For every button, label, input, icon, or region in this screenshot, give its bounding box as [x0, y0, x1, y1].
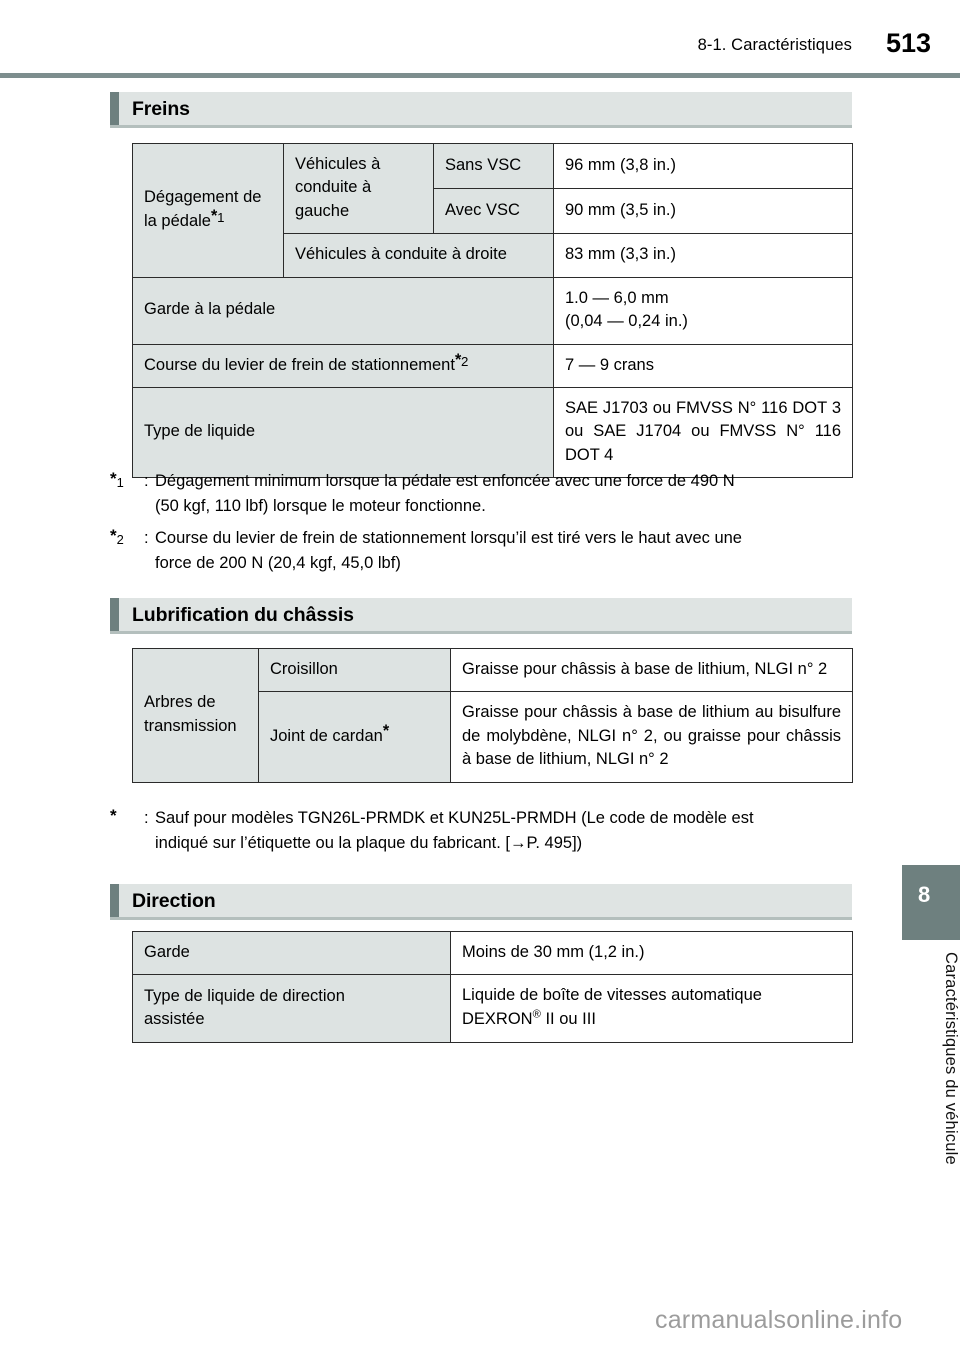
cell-course-levier-frein — [133, 344, 554, 387]
section-accent-bar — [110, 598, 119, 631]
footnote-3 — [110, 803, 855, 856]
side-tab-chapter-label: Caractéristiques du véhicule — [942, 952, 960, 1165]
side-tab-chapter-number: 8 — [918, 882, 931, 907]
section-header-lubrification — [110, 598, 852, 631]
section-title-lubrification: Lubrification du châssis — [132, 604, 354, 626]
footnote-2 — [110, 523, 855, 576]
section-header-freins — [110, 92, 852, 125]
cell-garde: Garde — [133, 932, 451, 975]
table-row — [133, 387, 853, 477]
footnote-3-line-1: Sauf pour modèles TGN26L-PRMDK et KUN25L-PRMDH (Le code de modèle est — [155, 809, 754, 827]
section-accent-bar — [110, 884, 119, 917]
footnote-1-marker — [110, 466, 144, 492]
dexron-label: DEXRON — [462, 1010, 533, 1029]
footnote-1-line-1: Dégagement minimum lorsque la pédale est enfoncée avec une force de 490 N — [155, 472, 735, 490]
footnote-2-marker — [110, 523, 144, 549]
cell-value-garde: Moins de 30 mm (1,2 in.) — [451, 932, 853, 975]
label-line-1: Arbres de — [144, 693, 216, 712]
footnote-marker-asterisk: * — [382, 721, 389, 740]
label-line-2: transmission — [144, 716, 237, 735]
footnote-2-line-2: force de 200 N (20,4 kgf, 45,0 lbf) — [155, 554, 401, 573]
cell-value-conduite-droite: 83 mm (3,3 in.) — [554, 234, 853, 277]
cell-value-type-liquide-direction — [451, 975, 853, 1042]
site-watermark: carmanualsonline.info — [655, 1306, 903, 1334]
footnote-1-number: 1 — [116, 475, 124, 490]
footnote-marker-2: *2 — [454, 350, 469, 369]
cell-value-avec-vsc: 90 mm (3,5 in.) — [554, 189, 853, 234]
cell-value-joint-de-cardan: Graisse pour châssis à base de lithium au bisulfure de molybdène, NLGI n° 2, ou graisse pour châssis à base de lithium, NLGI n° 2 — [451, 692, 853, 782]
cell-avec-vsc: Avec VSC — [434, 189, 554, 234]
section-accent-bar — [110, 92, 119, 125]
cell-joint-de-cardan — [259, 692, 451, 782]
footnote-3-marker — [110, 803, 144, 829]
page-number: 513 — [885, 28, 931, 58]
cell-value-garde-pedale — [554, 277, 853, 344]
footnote-1-star: * — [110, 469, 117, 488]
cell-degagement-pedale — [133, 144, 284, 278]
section-title-direction: Direction — [132, 890, 216, 912]
section-header-direction — [110, 884, 852, 917]
cell-label-text: Dégagement de la pédale — [144, 188, 262, 230]
value-line-1: 1.0 — 6,0 mm — [565, 288, 669, 307]
footnote-3-body — [155, 803, 855, 856]
table-row — [133, 649, 853, 692]
table-lubrification — [132, 648, 853, 783]
section-title-freins: Freins — [132, 98, 190, 120]
page-header — [0, 28, 960, 78]
cell-value-sans-vsc: 96 mm (3,8 in.) — [554, 144, 853, 189]
cell-vehicules-conduite-droite: Véhicules à conduite à droite — [284, 234, 554, 277]
value-line-2: (0,04 — 0,24 in.) — [565, 312, 688, 331]
value-line-2 — [462, 1010, 596, 1028]
registered-trademark-icon: ® — [532, 1008, 541, 1021]
footnote-marker-1-num: 1 — [217, 209, 225, 225]
footnote-2-colon: : — [144, 529, 149, 547]
table-freins — [132, 143, 853, 478]
footnote-2-star: * — [110, 526, 117, 545]
label-line-1: Type de liquide de direction — [144, 986, 345, 1005]
value-line-1: Liquide de boîte de vitesses automatique — [462, 986, 762, 1005]
footnote-2-line-1: Course du levier de frein de stationnement lorsqu’il est tiré vers le haut avec une — [155, 529, 742, 547]
header-chapter-title: 8-1. Caractéristiques — [697, 36, 852, 54]
footnote-2-body — [155, 523, 855, 576]
table-row — [133, 344, 853, 387]
cell-type-liquide-direction-assistee — [133, 975, 451, 1042]
footnote-3-star: * — [110, 806, 117, 825]
cell-label-text: Course du levier de frein de stationnement — [144, 355, 455, 374]
table-row — [133, 277, 853, 344]
footnote-1-body — [155, 466, 855, 519]
cell-garde-pedale: Garde à la pédale — [133, 277, 554, 344]
table-direction — [132, 931, 853, 1043]
table-row — [133, 144, 853, 189]
cell-value-course-levier: 7 — 9 crans — [554, 344, 853, 387]
footnote-1-colon: : — [144, 472, 149, 490]
footnote-2-number: 2 — [116, 532, 124, 547]
cell-value-croisillon: Graisse pour châssis à base de lithium, NLGI n° 2 — [451, 649, 853, 692]
cell-vehicules-conduite-gauche: Véhicules à conduite à gauche — [284, 144, 434, 234]
footnote-1-line-2: (50 kgf, 110 lbf) lorsque le moteur fonctionne. — [155, 497, 486, 516]
cell-arbres-de-transmission — [133, 649, 259, 783]
footnote-marker-1: *1 — [210, 206, 225, 225]
label-line-2: assistée — [144, 1010, 205, 1029]
footnote-3-colon: : — [144, 809, 149, 827]
cell-sans-vsc: Sans VSC — [434, 144, 554, 189]
dexron-grades: II ou III — [540, 1010, 596, 1029]
cell-value-type-de-liquide: SAE J1703 ou FMVSS N° 116 DOT 3 ou SAE J1704 ou FMVSS N° 116 DOT 4 — [554, 387, 853, 477]
cell-type-de-liquide: Type de liquide — [133, 387, 554, 477]
footnote-3-line-2: indiqué sur l’étiquette ou la plaque du fabricant. [→P. 495]) — [155, 834, 583, 853]
footnote-marker-2-num: 2 — [461, 353, 469, 369]
header-divider-rule — [0, 73, 960, 78]
footnote-1 — [110, 466, 855, 519]
side-tab-chapter-block — [902, 865, 960, 940]
table-row — [133, 932, 853, 975]
cell-croisillon: Croisillon — [259, 649, 451, 692]
cell-label-text: Joint de cardan — [270, 726, 383, 745]
table-row — [133, 975, 853, 1042]
